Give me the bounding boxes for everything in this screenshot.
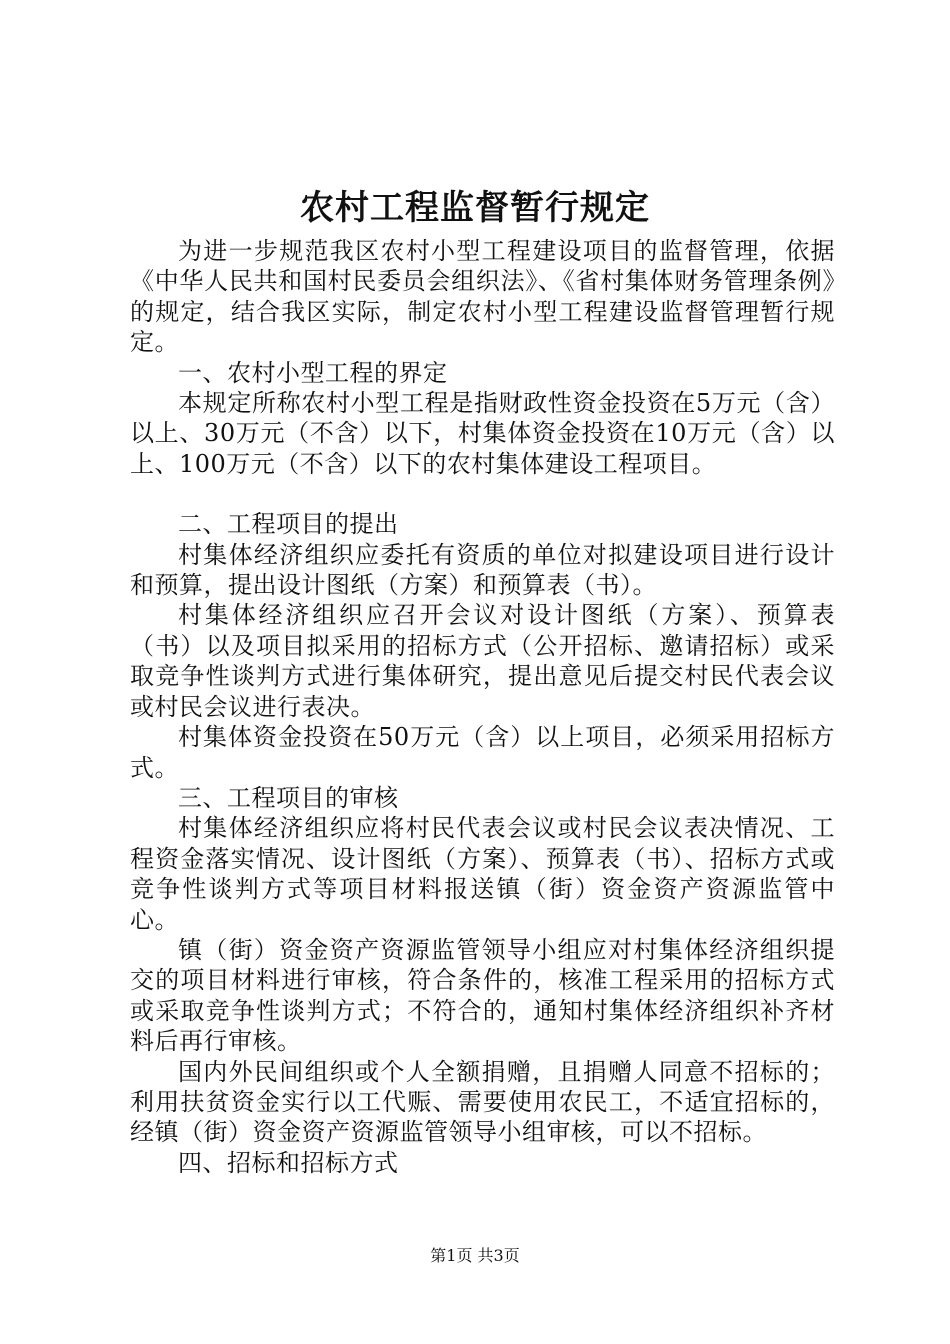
paragraph-exemption: 国内外民间组织或个人全额捐赠，且捐赠人同意不招标的；利用扶贫资金实行以工代赈、需要使用农民工，不适宜招标的，经镇（街）资金资产资源监管领导小组审核，可以不招标。 bbox=[130, 1057, 835, 1147]
section-heading-4: 四、招标和招标方式 bbox=[178, 1148, 399, 1177]
section-heading-3: 三、工程项目的审核 bbox=[178, 783, 399, 812]
paragraph-submission: 村集体经济组织应将村民代表会议或村民会议表决情况、工程资金落实情况、设计图纸（方案）、预算表（书）、招标方式或竞争性谈判方式等项目材料报送镇（街）资金资产资源监管中心。 bbox=[130, 814, 835, 934]
blank-line bbox=[130, 479, 835, 509]
paragraph-review: 镇（街）资金资产资源监管领导小组应对村集体经济组织提交的项目材料进行审核，符合条件的，核准工程采用的招标方式或采取竞争性谈判方式；不符合的，通知村集体经济组织补齐材料后再行审核。 bbox=[130, 935, 835, 1056]
paragraph-intro: 为进一步规范我区农村小型工程建设项目的监督管理，依据《中华人民共和国村民委员会组织法》、《省村集体财务管理条例》的规定，结合我区实际，制定农村小型工程建设监督管理暂行规定。 bbox=[130, 237, 835, 357]
paragraph-definition: 本规定所称农村小型工程是指财政性资金投资在5万元（含）以上、30万元（不含）以下，村集体资金投资在10万元（含）以上、100万元（不含）以下的农村集体建设工程项目。 bbox=[130, 389, 835, 478]
document-title: 农村工程监督暂行规定 bbox=[300, 188, 650, 228]
document-body bbox=[130, 236, 835, 1178]
page-footer: 第1页 共3页 bbox=[430, 1246, 520, 1265]
section-heading-1: 一、农村小型工程的界定 bbox=[178, 358, 448, 387]
paragraph-design: 村集体经济组织应委托有资质的单位对拟建设项目进行设计和预算，提出设计图纸（方案）和预算表（书）。 bbox=[130, 540, 835, 600]
paragraph-meeting: 村集体经济组织应召开会议对设计图纸（方案）、预算表（书）以及项目拟采用的招标方式（公开招标、邀请招标）或采取竞争性谈判方式进行集体研究，提出意见后提交村民代表会议或村民会议进行表决。 bbox=[130, 601, 835, 721]
section-heading-2: 二、工程项目的提出 bbox=[178, 510, 399, 539]
paragraph-tender-required: 村集体资金投资在50万元（含）以上项目，必须采用招标方式。 bbox=[130, 723, 835, 782]
